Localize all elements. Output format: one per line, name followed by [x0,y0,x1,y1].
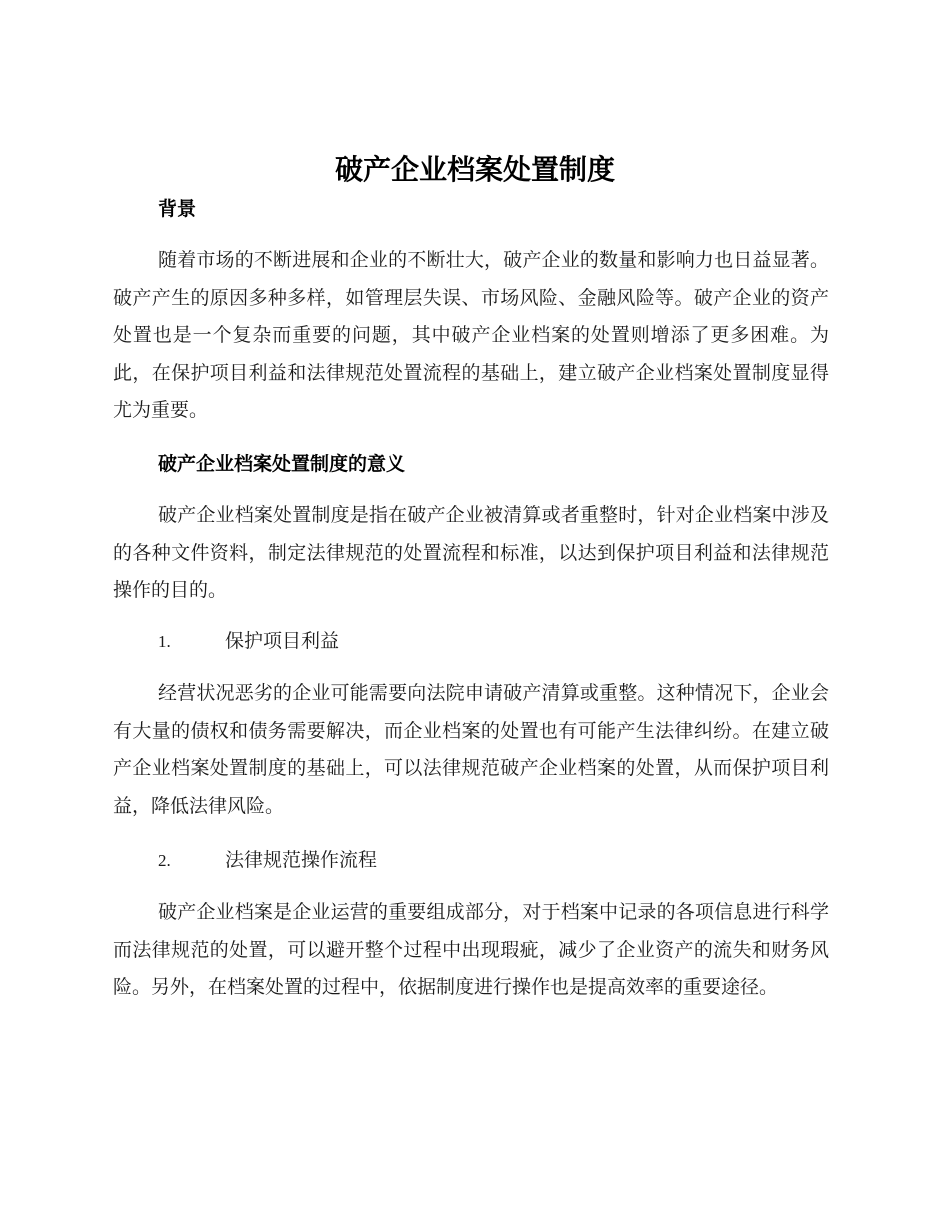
significance-paragraph: 破产企业档案处置制度是指在破产企业被清算或者重整时，针对企业档案中涉及的各种文件资料，制定法律规范的处置流程和标准，以达到保护项目利益和法律规范操作的目的。 [113,504,829,601]
background-paragraph: 随着市场的不断进展和企业的不断壮大，破产企业的数量和影响力也日益显著。破产产生的原因多种多样，如管理层失误、市场风险、金融风险等。破产企业的资产处置也是一个复杂而重要的问题，其中破产企业档案的处置则增添了更多困难。为此，在保护项目利益和法律规范处置流程的基础上，建立破产企业档案处置制度显得尤为重要。 [113,249,829,421]
list-item-1-label: 保护项目利益 [225,630,340,652]
section-heading-significance: 破产企业档案处置制度的意义 [158,453,406,475]
item-1-paragraph: 经营状况恶劣的企业可能需要向法院申请破产清算或重整。这种情况下，企业会有大量的债权和债务需要解决，而企业档案的处置也有可能产生法律纠纷。在建立破产企业档案处置制度的基础上，可以法律规范破产企业档案的处置，从而保护项目利益，降低法律风险。 [113,682,829,817]
list-item-2-number: 2. [158,851,171,870]
document-title: 破产企业档案处置制度 [334,153,615,186]
item-2-paragraph: 破产企业档案是企业运营的重要组成部分，对于档案中记录的各项信息进行科学而法律规范的处置，可以避开整个过程中出现瑕疵，减少了企业资产的流失和财务风险。另外，在档案处置的过程中，依据制度进行操作也是提高效率的重要途径。 [113,901,829,998]
section-heading-background: 背景 [158,198,197,220]
list-item-2-label: 法律规范操作流程 [225,849,378,871]
list-item-1-number: 1. [158,632,171,651]
list-item-1 [158,628,339,655]
list-item-2 [158,847,377,874]
